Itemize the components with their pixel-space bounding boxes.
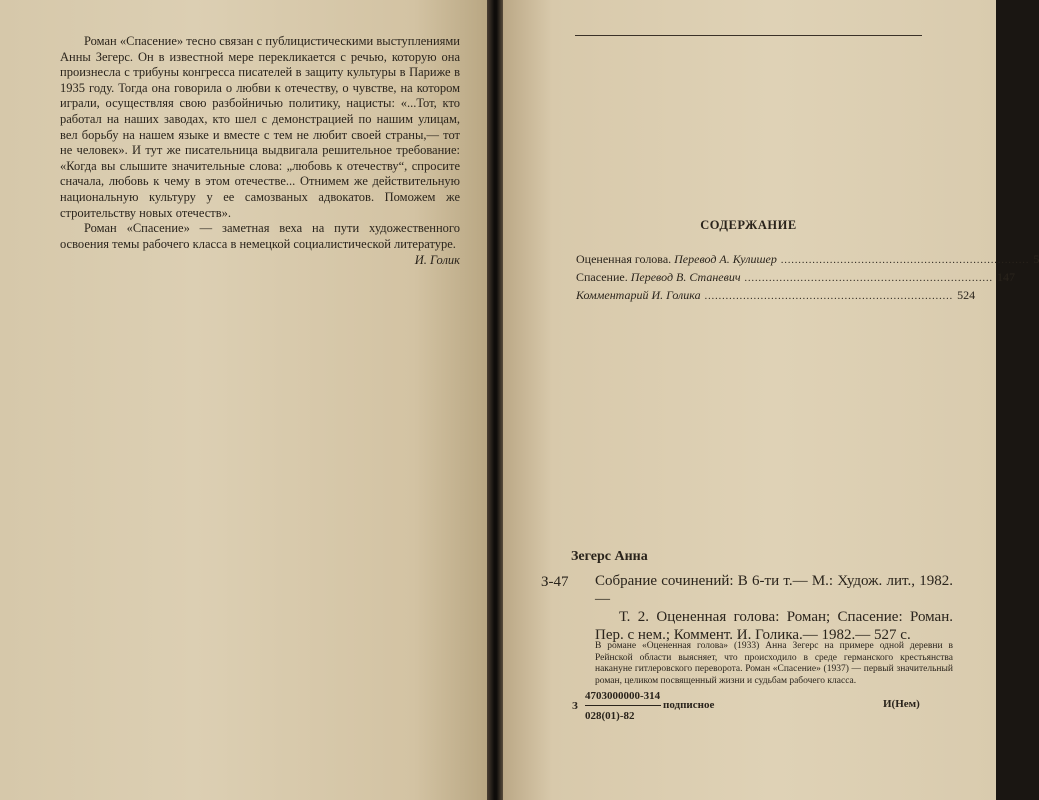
isbn-suffix: подписное <box>663 699 715 711</box>
catalog-line-2: Т. 2. Оцененная голова: Роман; Спасение: Роман. Пер. с нем.; Коммент. И. Голика.— 1982.— 527 с. <box>595 609 953 643</box>
toc-leader: ....................................................................... <box>780 255 1030 266</box>
toc-entry-page: 147 <box>997 270 1016 284</box>
toc-entry-page: 524 <box>957 288 976 302</box>
toc-leader: ....................................................................... <box>704 291 954 302</box>
toc-entry <box>576 252 1039 268</box>
catalog-author: Зегерс Анна <box>571 549 648 564</box>
afterword-paragraph-2: Роман «Спасение» — заметная веха на пути художественного освоения темы рабочего класса в немецкой социалистической литературе. <box>60 221 460 251</box>
catalog-index: З-47 <box>541 574 569 590</box>
catalog-classification: И(Нем) <box>883 698 920 710</box>
isbn-prefix: З <box>572 700 578 712</box>
toc-entry <box>576 270 1016 286</box>
afterword-paragraph-1: Роман «Спасение» тесно связан с публицистическими выступлениями Анны Зегерс. Он в известной мере перекликается с речью, которую она произнесла с трибуны конгресса писателей в защиту культуры в Париже в 1935 году. Тогда она говорила о любви к отечеству, о чувстве, на котором играли, осуществляя свою разбойничью политику, нацисты: «...Тот, кто работал на наших заводах, кто шел с демонстрацией по нашим улицам, вел борьбу на нашем языке и вместе с тем не любит своей страны,— тот не человек». И тут же писательница выдвигала решительное требование: «Когда вы слышите значительные слова: „любовь к отечеству“, спросите сначала, любовь к чему в этом отечестве... Отнимем же действительную национальную культуру у ее самозваных адвокатов. Поможем же строительству новых отечеств». <box>60 34 460 220</box>
signature: И. Голик <box>414 253 460 267</box>
isbn-numerator: 4703000000-314 <box>585 690 661 702</box>
toc-entry-translator: Комментарий И. Голика <box>576 288 701 302</box>
toc-entry-page: 5 <box>1033 252 1039 266</box>
toc-entry-translator: Перевод В. Станевич <box>630 270 741 284</box>
book-spine <box>487 0 503 800</box>
toc-title: СОДЕРЖАНИЕ <box>700 218 797 232</box>
toc-entry-title: Оцененная голова. <box>576 252 672 266</box>
toc-leader: ....................................................................... <box>744 273 994 284</box>
catalog-main-text <box>595 572 953 644</box>
left-page <box>0 0 487 800</box>
toc-entry-translator: Перевод А. Кулишер <box>674 252 777 266</box>
right-page <box>503 0 1039 800</box>
catalog-description: В романе «Оцененная голова» (1933) Анна Зегерс на примере одной деревни в Рейнской области выясняет, что происходило в среде германского крестьянства накануне гитлеровского переворота. Роман «Спасение» (1937) — первый значительный роман, целиком посвященный жизни и судьбам рабочего класса. <box>595 641 953 686</box>
afterword-text <box>60 34 460 252</box>
isbn-fraction-rule <box>585 705 661 706</box>
toc-entry <box>576 288 976 304</box>
catalog-line-1: Собрание сочинений: В 6-ти т.— М.: Худож. лит., 1982.— <box>595 573 953 607</box>
isbn-denominator: 028(01)-82 <box>585 710 635 722</box>
toc-entry-title: Спасение. <box>576 270 628 284</box>
top-rule <box>575 35 922 36</box>
